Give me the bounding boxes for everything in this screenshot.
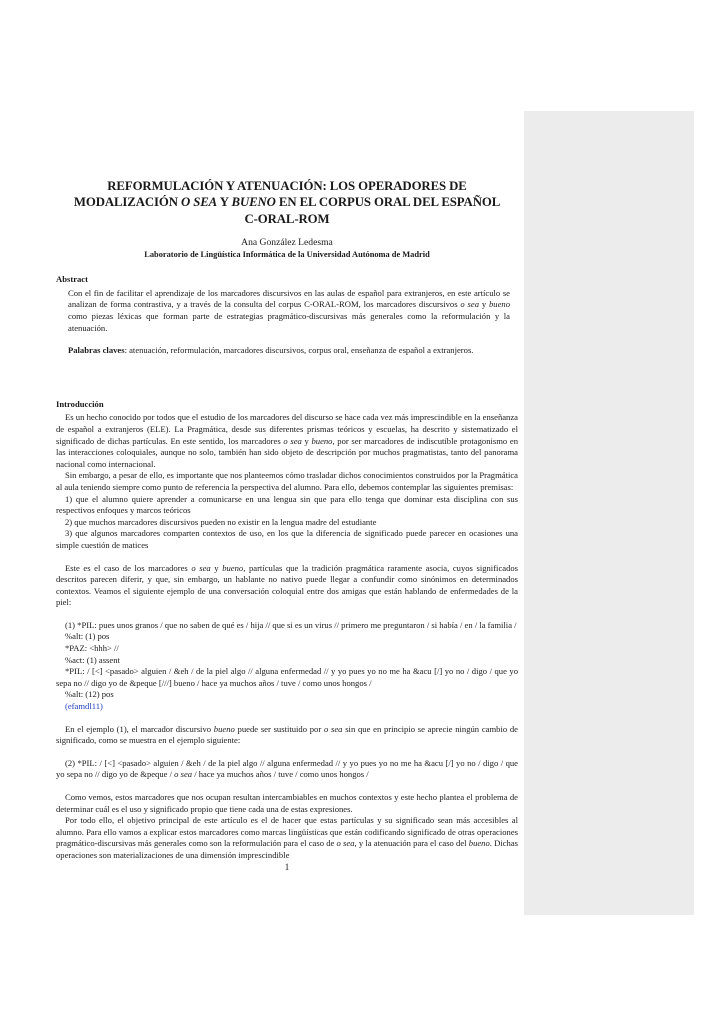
premise-1: 1) que el alumno quiere aprender a comunicarse en una lengua sin que para ello tenga que dominar esta disciplina con sus respectivos enfoques y marcos teóricos (56, 493, 518, 516)
paper-title: REFORMULACIÓN Y ATENUACIÓN: LOS OPERADORES DE MODALIZACIÓN O SEA Y BUENO EN EL CORPUS ORAL DEL ESPAÑOL C-ORAL-ROM (73, 179, 501, 226)
intro-heading: Introducción (56, 398, 104, 409)
keywords: Palabras claves: atenuación, reformulación, marcadores discursivos, corpus oral, enseñanza de español a extranjeros. (68, 345, 474, 356)
example-1-line-2: %alt: (1) pos (65, 631, 110, 642)
example-1-line-5: *PIL: / [<] <pasado> alguien / &eh / de la piel algo // alguna enfermedad // y yo pues yo no me ha &acu [/] yo no / digo / que yo sepa no // digo yo de &peque [///] bueno / hace ya muchos años / tuve / como unos hongos / (56, 666, 518, 688)
case-paragraph: Este es el caso de los marcadores o sea y bueno, partículas que la tradición pragmática raramente asocia, cuyos significados descritos parecen diferir, y que, sin embargo, un hablante no nativo puede llegar a confundir como sinónimos en determinados contextos. Veamos el siguiente ejemplo de una conversación coloquial entre dos amigas que están hablando de enfermedades de la piel: (56, 562, 519, 608)
author-affiliation: Laboratorio de Lingüística Informática de la Universidad Autónoma de Madrid (144, 250, 430, 260)
example-2: (2) *PIL: / [<] <pasado> alguien / &eh / de la piel algo // alguna enfermedad // y yo pues yo no me ha &acu [/] yo no / digo / que yo sepa no // digo yo de &peque / o sea / hace ya muchos años / tuve / como unos hongos / (56, 757, 518, 780)
abstract-text: Con el fin de facilitar el aprendizaje de los marcadores discursivos en las aulas de español para extranjeros, en este artículo se analizan de forma contrastiva, y a través de la consulta del corpus C-ORAL-ROM, los marcadores discursivos o sea y bueno como piezas léxicas que forman parte de estrategias pragmático-discursivas más generales como la reformulación y la atenuación. (68, 287, 511, 333)
intro-paragraph-1: Es un hecho conocido por todos que el estudio de los marcadores del discurso se hace cada vez más imprescindible en la enseñanza de español a extranjeros (ELE). La Pragmática, desde sus diferentes prismas teóricos y escuelas, ha descrito y sistematizado el significado de dichas partículas. En este sentido, los marcadores o sea y bueno, por ser marcadores de indiscutible protagonismo en las interacciones coloquiales, aunque no solo, también han sido objeto de descripción por muchos pragmatistas, tanto del panorama nacional como internacional. (56, 412, 519, 469)
page-number: 1 (284, 862, 290, 872)
document-page (56, 178, 519, 872)
comment-pane (524, 111, 694, 915)
premise-3: 3) que algunos marcadores comparten contextos de uso, en los que la diferencia de significado puede parecer en ocasiones una simple cuestión de matices (56, 528, 518, 550)
example-1-line-3: *PAZ: <hhh> // (65, 643, 119, 654)
example-1-line-1: (1) *PIL: pues unos granos / que no saben de qué es / hija // que si es un virus // primero me preguntaron / si había / en / la familia / (65, 619, 517, 630)
premise-2: 2) que muchos marcadores discursivos pueden no existir en la lengua madre del estudiante (65, 516, 377, 527)
closing-paragraph-1: Como vemos, estos marcadores que nos ocupan resultan intercambiables en muchos contextos y este hecho plantea el problema de determinar cuál es el uso y significado propio que tiene cada una de estas expresiones. (56, 792, 518, 814)
closing-paragraph-2: Por todo ello, el objetivo principal de este artículo es el de hacer que estas partículas y su significado sean más accesibles al alumno. Para ello vamos a explicar estos marcadores como marcas lingüísticas que están codificando significado de otras operaciones pragmático-discursivas más generales como son la reformulación para el caso de o sea, y la atenuación para el caso del bueno. Dichas operaciones son materializaciones de una dimensión imprescindible (56, 815, 518, 860)
abstract-heading: Abstract (56, 274, 88, 285)
after-example-1-paragraph: En el ejemplo (1), el marcador discursivo bueno puede ser sustituido por o sea sin que en principio se aprecie ningún cambio de significado, como se muestra en el ejemplo siguiente: (56, 723, 518, 746)
intro-paragraph-2: Sin embargo, a pesar de ello, es importante que nos planteemos cómo trasladar dichos conocimientos construidos por la Pragmática al aula teniendo siempre como punto de referencia la perspectiva del alumno. Para ello, debemos contemplar las siguientes premisas: (56, 470, 518, 492)
example-1-line-4: %act: (1) assent (65, 654, 120, 665)
example-1-line-6: %alt: (12) pos (65, 689, 114, 700)
example-1-reference-link[interactable]: (efamdl11) (65, 701, 103, 712)
author-name: Ana González Ledesma (241, 237, 333, 249)
